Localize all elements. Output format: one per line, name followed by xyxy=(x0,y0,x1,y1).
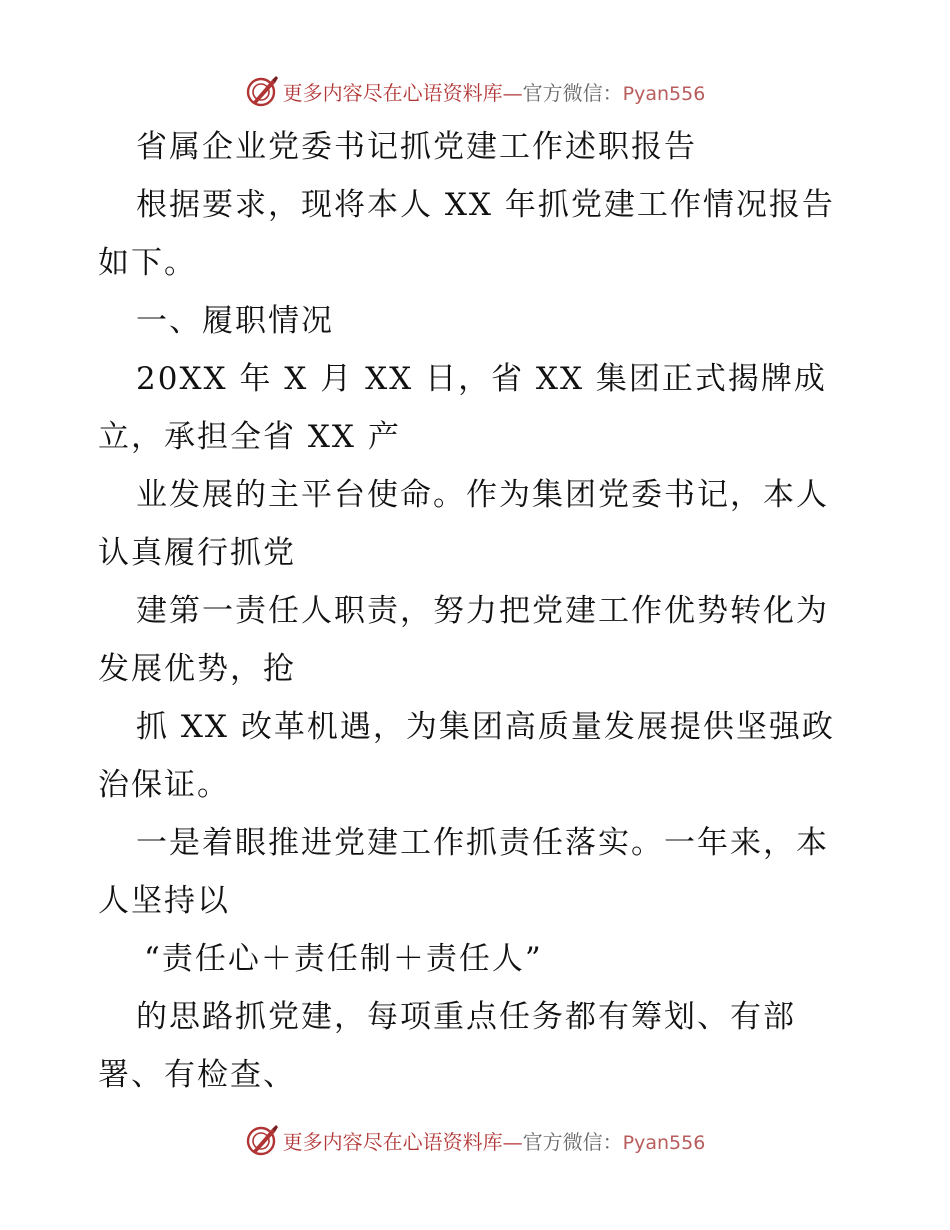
watermark-dash: — xyxy=(502,80,523,105)
paragraph-line: 立，承担全省 XX 产 xyxy=(98,419,401,455)
paragraph-line: 一是着眼推进党建工作抓责任落实。一年来，本 xyxy=(136,825,829,861)
watermark-wechat-label: 官方微信： xyxy=(522,80,623,105)
paragraph-line: 的思路抓党建，每项重点任务都有筹划、有部 xyxy=(136,999,796,1035)
paragraph-line: 抓 XX 改革机遇，为集团高质量发展提供坚强政 xyxy=(136,709,835,745)
paragraph-line: 人坚持以 xyxy=(98,883,230,919)
pen-logo-icon xyxy=(245,74,279,108)
paragraph-line: 业发展的主平台使命。作为集团党委书记，本人 xyxy=(136,477,829,513)
quote-line: “责任心＋责任制＋责任人” xyxy=(144,941,543,977)
paragraph-line: 发展优势，抢 xyxy=(98,651,296,687)
watermark-dash: — xyxy=(502,1129,523,1154)
watermark-site-text: 更多内容尽在心语资料库 xyxy=(282,80,503,105)
paragraph-line: 治保证。 xyxy=(98,767,230,803)
watermark-wechat-id: Pyan556 xyxy=(622,1131,706,1154)
paragraph-line: 认真履行抓党 xyxy=(98,535,296,571)
pen-logo-icon xyxy=(245,1123,279,1157)
document-body xyxy=(98,118,858,1104)
header-watermark xyxy=(0,71,950,111)
section-heading: 一、履职情况 xyxy=(136,303,334,339)
paragraph-line: 建第一责任人职责，努力把党建工作优势转化为 xyxy=(136,593,829,629)
paragraph-line: 20XX 年 X 月 XX 日，省 XX 集团正式揭牌成 xyxy=(136,361,827,397)
paragraph-line: 根据要求，现将本人 XX 年抓党建工作情况报告 xyxy=(136,187,835,223)
watermark-site-text: 更多内容尽在心语资料库 xyxy=(282,1129,503,1154)
watermark-wechat-label: 官方微信： xyxy=(522,1129,623,1154)
watermark-wechat-id: Pyan556 xyxy=(622,82,706,105)
paragraph-line: 如下。 xyxy=(98,245,197,281)
paragraph-line: 署、有检查、 xyxy=(98,1057,296,1093)
document-title: 省属企业党委书记抓党建工作述职报告 xyxy=(136,129,697,165)
footer-watermark xyxy=(0,1120,950,1160)
